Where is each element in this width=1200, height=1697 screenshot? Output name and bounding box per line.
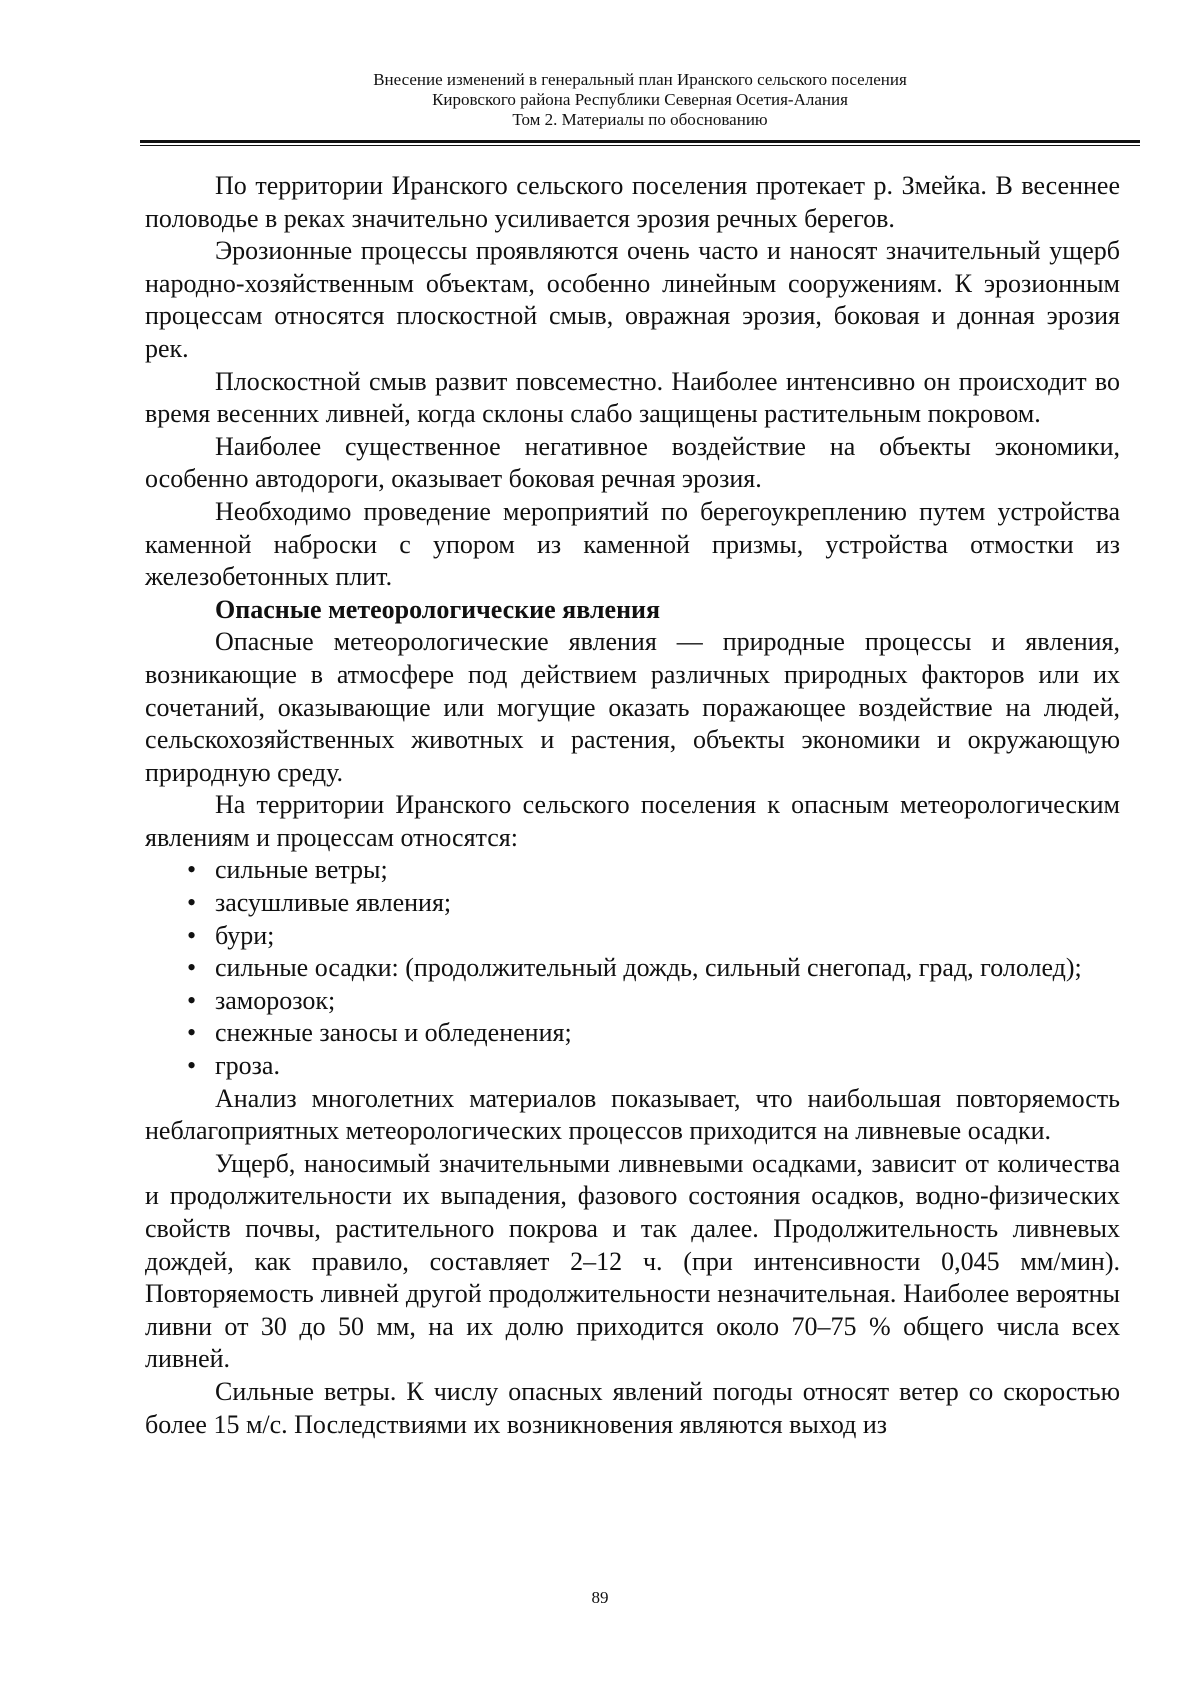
list-item <box>145 887 1120 920</box>
list-item <box>145 920 1120 953</box>
bullet-icon: • <box>187 855 197 885</box>
bullet-icon: • <box>187 1018 197 1048</box>
paragraph: Опасные метеорологические явления — природные процессы и явления, возникающие в атмосфере под действием различных природных факторов или их сочетаний, оказывающие или могущие оказать поражающее воздействие на людей, сельскохозяйственных животных и растения, объекты экономики и окружающую природную среду. <box>145 627 1120 787</box>
list-item-text: заморозок; <box>215 985 336 1015</box>
hazard-list <box>145 854 1120 1082</box>
paragraph: Необходимо проведение мероприятий по берегоукреплению путем устройства каменной наброски с упором из каменной призмы, устройства отмостки из железобетонных плит. <box>145 496 1120 592</box>
list-item-text: сильные осадки: (продолжительный дождь, сильный снегопад, град, гололед); <box>215 953 1082 983</box>
bullet-icon: • <box>187 953 197 983</box>
page-header <box>140 70 1140 130</box>
paragraph: Ущерб, наносимый значительными ливневыми осадками, зависит от количества и продолжительности их выпадения, фазового состояния осадков, водно-физических свойств почвы, растительного покрова и так далее. Продолжительность ливневых дождей, как правило, составляет 2–12 ч. (при интенсивности 0,045 мм/мин). Повторяемость ливней другой продолжительности незначительная. Наиболее вероятны ливни от 30 до 50 мм, на их долю приходится около 70–75 % общего числа всех ливней. <box>145 1148 1120 1374</box>
bullet-icon: • <box>187 1051 197 1081</box>
list-item <box>145 985 1120 1018</box>
paragraph: По территории Иранского сельского поселения протекает р. Змейка. В весеннее половодье в реках значительно усиливается эрозия речных берегов. <box>145 171 1120 233</box>
list-item-text: засушливые явления; <box>215 888 452 918</box>
header-divider-thin <box>140 145 1140 146</box>
header-line-2: Кировского района Республики Северная Осетия-Алания <box>432 90 848 109</box>
paragraph: Эрозионные процессы проявляются очень часто и наносят значительный ущерб народно-хозяйственным объектам, особенно линейным сооружениям. К эрозионным процессам относятся плоскостной смыв, овражная эрозия, боковая и донная эрозия рек. <box>145 236 1120 363</box>
paragraph: Сильные ветры. К числу опасных явлений погоды относят ветер со скоростью более 15 м/с. Последствиями их возникновения являются выход из <box>145 1376 1120 1439</box>
section-heading: Опасные метеорологические явления <box>215 594 661 624</box>
list-item <box>145 952 1120 985</box>
paragraph: На территории Иранского сельского поселения к опасным метеорологическим явлениям и процессам относятся: <box>145 790 1120 852</box>
list-item <box>145 1050 1120 1083</box>
page-number: 89 <box>591 1588 609 1607</box>
list-item-text: снежные заносы и обледенения; <box>215 1018 572 1048</box>
header-line-1: Внесение изменений в генеральный план Иранского сельского поселения <box>373 70 907 89</box>
document-body <box>145 170 1120 1441</box>
bullet-icon: • <box>187 920 197 950</box>
header-line-3: Том 2. Материалы по обоснованию <box>512 110 768 129</box>
paragraph: Анализ многолетних материалов показывает, что наибольшая повторяемость неблагоприятных метеорологических процессов приходится на ливневые осадки. <box>145 1083 1120 1146</box>
list-item <box>145 854 1120 887</box>
paragraph: Наиболее существенное негативное воздействие на объекты экономики, особенно автодороги, оказывает боковая речная эрозия. <box>145 431 1120 494</box>
bullet-icon: • <box>187 888 197 918</box>
paragraph: Плоскостной смыв развит повсеместно. Наиболее интенсивно он происходит во время весенних ливней, когда склоны слабо защищены растительным покровом. <box>145 366 1120 429</box>
header-divider-thick <box>140 140 1140 143</box>
bullet-icon: • <box>187 985 197 1015</box>
list-item <box>145 1017 1120 1050</box>
list-item-text: бури; <box>215 920 275 950</box>
list-item-text: гроза. <box>215 1051 280 1081</box>
list-item-text: сильные ветры; <box>215 855 388 885</box>
